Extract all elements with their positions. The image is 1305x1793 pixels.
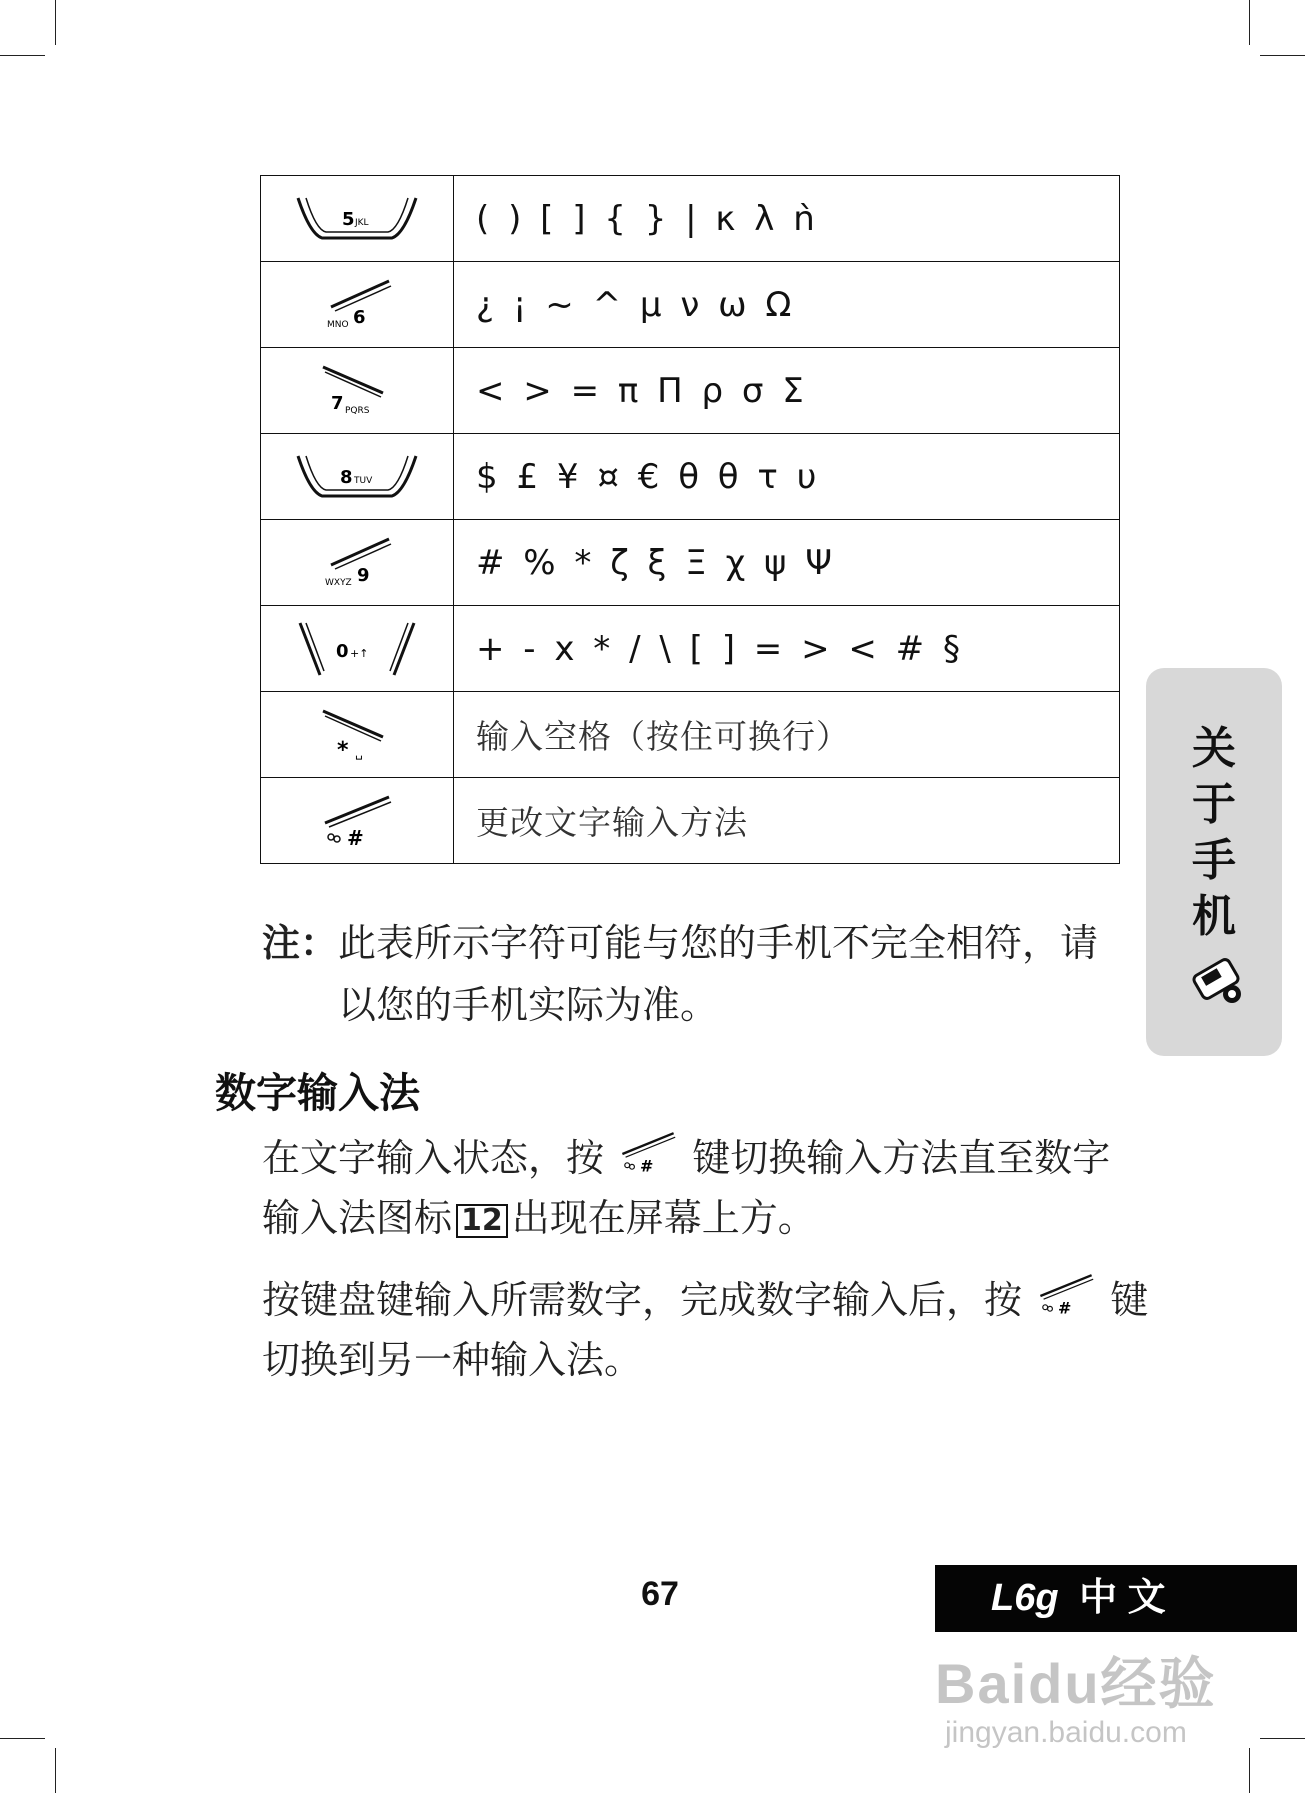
- svg-text:5: 5: [342, 208, 355, 230]
- svg-text:7: 7: [331, 393, 344, 414]
- model-language-label: [935, 1565, 1297, 1632]
- watermark-main: Baidu经验: [935, 1652, 1217, 1715]
- key-0-cell: [261, 606, 454, 692]
- note-text-line1: 此表所示字符可能与您的手机不完全相符，请: [338, 921, 1099, 965]
- key-character-table: [260, 175, 1120, 864]
- svg-text:6: 6: [353, 307, 366, 328]
- language-name: 中 文: [1079, 1577, 1166, 1619]
- key-star-description: 输入空格（按住可换行）: [454, 692, 1120, 778]
- hash-key-icon: [616, 1129, 680, 1192]
- key-8-icon: [292, 452, 422, 502]
- key-hash-description: 更改文字输入方法: [454, 778, 1120, 864]
- key-star-icon: [317, 707, 397, 762]
- paragraph-1-line2: [262, 1188, 1122, 1248]
- phone-icon: [1190, 958, 1246, 1006]
- key-7-chars: < > = π Π ρ σ Σ: [454, 348, 1120, 434]
- crop-mark: [1260, 1738, 1305, 1739]
- svg-text:9: 9: [357, 565, 370, 586]
- crop-mark: [1249, 1748, 1250, 1793]
- crop-mark: [0, 55, 45, 56]
- table-row: [261, 692, 1120, 778]
- note: [262, 912, 1122, 1036]
- note-label: 注：: [262, 921, 339, 965]
- table-row: [261, 348, 1120, 434]
- side-tab-char: 机: [1192, 891, 1236, 942]
- key-0-icon: [292, 619, 422, 679]
- crop-mark: [55, 1748, 56, 1793]
- paragraph-text: 按键盘键输入所需数字，完成数字输入后，按: [262, 1278, 1023, 1322]
- table-row: [261, 176, 1120, 262]
- watermark-url: jingyan.baidu.com: [945, 1716, 1187, 1749]
- key-0-chars: + - x * / \ [ ] = > < # §: [454, 606, 1120, 692]
- table-row: [261, 520, 1120, 606]
- crop-mark: [0, 1738, 45, 1739]
- side-chapter-tab: [1146, 668, 1282, 1056]
- svg-text:MNO: MNO: [327, 320, 349, 330]
- svg-text:0: 0: [336, 640, 349, 662]
- key-6-cell: [261, 262, 454, 348]
- key-7-cell: [261, 348, 454, 434]
- key-5-chars: ( ) [ ] { } | κ λ ǹ: [454, 176, 1120, 262]
- key-5-icon: [292, 194, 422, 244]
- svg-text:#: #: [347, 826, 364, 848]
- key-9-icon: [317, 535, 397, 590]
- section-title: 数字输入法: [215, 1069, 420, 1117]
- baidu-watermark: [935, 1640, 1235, 1750]
- crop-mark: [1249, 0, 1250, 45]
- crop-mark: [1260, 55, 1305, 56]
- key-7-icon: [317, 363, 397, 418]
- svg-text:#: #: [640, 1156, 654, 1175]
- svg-text:␣: ␣: [355, 746, 363, 760]
- key-star-cell: [261, 692, 454, 778]
- key-hash-icon: [317, 793, 397, 848]
- hash-key-icon: [1034, 1271, 1098, 1334]
- page-number: 67: [641, 1575, 679, 1613]
- paragraph-text: 键: [1110, 1278, 1149, 1322]
- paragraph-text: 在文字输入状态，按: [262, 1136, 605, 1180]
- svg-text:+↑: +↑: [350, 646, 369, 660]
- svg-text:JKL: JKL: [355, 217, 369, 228]
- paragraph-text: 输入法图标: [262, 1196, 453, 1240]
- svg-text:TUV: TUV: [354, 475, 373, 486]
- table-row: [261, 434, 1120, 520]
- key-hash-cell: [261, 778, 454, 864]
- paragraph-2-line1: [262, 1270, 1149, 1334]
- paragraph-text: 出现在屏幕上方。: [511, 1196, 816, 1240]
- table-row: [261, 262, 1120, 348]
- crop-mark: [55, 0, 56, 45]
- model-name: L6g: [991, 1577, 1059, 1619]
- svg-text:PQRS: PQRS: [345, 406, 370, 416]
- key-6-icon: [317, 277, 397, 332]
- key-9-cell: [261, 520, 454, 606]
- table-row: [261, 606, 1120, 692]
- svg-text:8: 8: [340, 466, 353, 488]
- table-row: [261, 778, 1120, 864]
- svg-text:*: *: [337, 738, 349, 762]
- paragraph-text: 键切换输入方法直至数字: [692, 1136, 1111, 1180]
- key-6-chars: ¿ ¡ ~ ^ μ ν ω Ω: [454, 262, 1120, 348]
- side-tab-char: 关: [1192, 723, 1236, 774]
- side-tab-char: 于: [1192, 779, 1236, 830]
- key-9-chars: # % * ζ ξ Ξ χ ψ Ψ: [454, 520, 1120, 606]
- note-text-line2: 以您的手机实际为准。: [338, 983, 719, 1027]
- paragraph-2-line2: 切换到另一种输入法。: [262, 1338, 643, 1382]
- key-8-cell: [261, 434, 454, 520]
- svg-text:#: #: [1058, 1298, 1072, 1317]
- key-5-cell: [261, 176, 454, 262]
- key-8-chars: $ £ ¥ ¤ € θ θ τ υ: [454, 434, 1120, 520]
- side-tab-char: 手: [1192, 835, 1236, 886]
- paragraph-1-line1: [262, 1128, 1122, 1192]
- numeric-mode-icon: 12: [456, 1204, 508, 1238]
- svg-text:WXYZ: WXYZ: [325, 578, 352, 588]
